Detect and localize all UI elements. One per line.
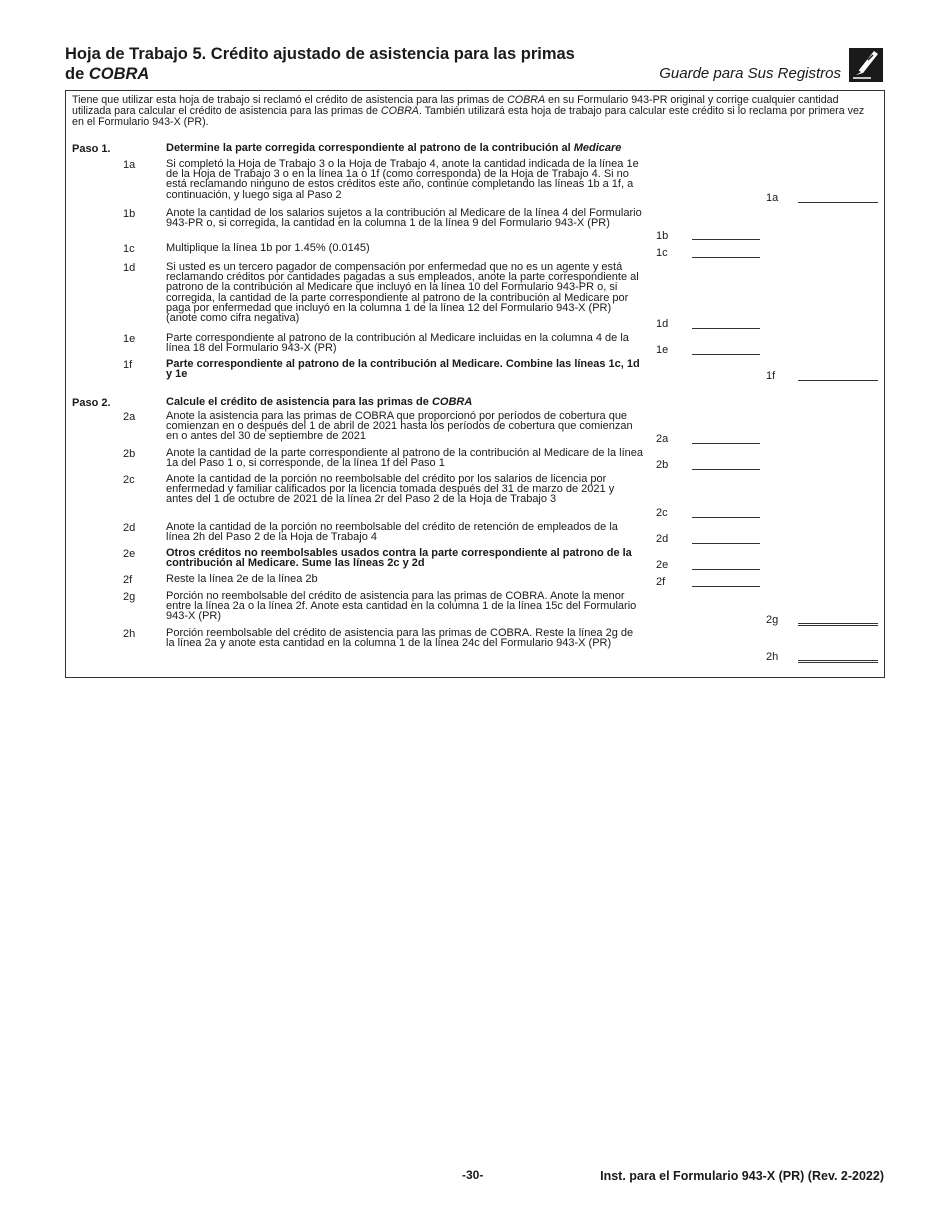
- line-number: 2b: [123, 448, 136, 460]
- line-1f-entry[interactable]: [798, 380, 878, 381]
- line-1e-entry[interactable]: [692, 354, 760, 355]
- line-2e-entry[interactable]: [692, 569, 760, 570]
- line-1c-entry[interactable]: [692, 257, 760, 258]
- line-2f-entry[interactable]: [692, 586, 760, 587]
- line-2c-entry[interactable]: [692, 517, 760, 518]
- line-1f-ref: 1f: [766, 370, 776, 382]
- line-2a-ref: 2a: [656, 433, 669, 445]
- line-1b-text: Anote la cantidad de los salarios sujetos a la contribución al Medicare de la línea 4 del Formulario 943-PR o, si corregida, la cantidad en la columna 1 de la línea 9 del Formulario 943-X (PR): [166, 207, 642, 230]
- line-1d-text: Si usted es un tercero pagador de compensación por enfermedad que no es un agente y está reclamando créditos por cantidades pagadas a sus empleados, anote la parte correspondiente al patrono de la contribución al Medicare que incluyó en la línea 10 del Formulario 943-PR o, si corregida, la cantidad de la parte correspondiente al patrono de la contribución al Medicare por paga por enfermedad que incluyó en la columna 1 de la línea 12 del Formulario 943-X (PR) (anote como cifra negativa): [166, 261, 639, 325]
- line-2e-text: Otros créditos no reembolsables usados contra la parte correspondiente al patrono de la contribución al Medicare. Sume las líneas 2c y 2d: [166, 547, 632, 570]
- worksheet-header: [65, 44, 885, 88]
- line-number: 1c: [123, 243, 135, 255]
- line-number: 1e: [123, 333, 136, 345]
- line-2g-entry[interactable]: [798, 623, 878, 626]
- intro-paragraph: Tiene que utilizar esta hoja de trabajo si reclamó el crédito de asistencia para las primas de COBRA en su Formulario 943-PR original y corrige cualquier cantidad utilizada para calcular el crédito de asistencia para las primas de COBRA. También utilizará esta hoja de trabajo para calcular este crédito si lo reclama por primera vez en el Formulario 943-X (PR).: [72, 94, 865, 128]
- paso1-label: Paso 1.: [72, 143, 111, 155]
- line-1e-ref: 1e: [656, 344, 669, 356]
- line-1d-ref: 1d: [656, 318, 669, 330]
- line-2d-ref: 2d: [656, 533, 669, 545]
- line-number: 2d: [123, 522, 136, 534]
- paso2-heading: Calcule el crédito de asistencia para las primas de COBRA: [166, 396, 473, 408]
- line-number: 2a: [123, 411, 136, 423]
- keep-for-records-label: Guarde para Sus Registros: [659, 65, 841, 82]
- paso2-label: Paso 2.: [72, 397, 111, 409]
- line-1a-ref: 1a: [766, 192, 779, 204]
- line-1a-text: Si completó la Hoja de Trabajo 3 o la Hoja de Trabajo 4, anote la cantidad indicada de la línea 1e de la Hoja de Trabajo 3 o en la línea 1a o 1f (como corresponda) de la Hoja de Trabajo 4. Si no está reclamando ninguno de estos créditos este año, continúe completando las líneas 1b a 1f, a continuación, y luego siga al Paso 2: [166, 158, 639, 201]
- line-number: 2f: [123, 574, 133, 586]
- line-2b-ref: 2b: [656, 459, 669, 471]
- line-2d-text: Anote la cantidad de la porción no reembolsable del crédito de retención de empleados de la línea 2h del Paso 2 de la Hoja de Trabajo 4: [166, 521, 618, 544]
- worksheet-title: Hoja de Trabajo 5. Crédito ajustado de asistencia para las primas de COBRA: [65, 45, 575, 83]
- line-2e-ref: 2e: [656, 559, 669, 571]
- line-2c-ref: 2c: [656, 507, 668, 519]
- line-2h-ref: 2h: [766, 651, 779, 663]
- line-2h-entry[interactable]: [798, 660, 878, 663]
- line-1a-entry[interactable]: [798, 202, 878, 203]
- line-2b-entry[interactable]: [692, 469, 760, 470]
- line-2d-entry[interactable]: [692, 543, 760, 544]
- line-1b-ref: 1b: [656, 230, 669, 242]
- line-number: 2c: [123, 474, 135, 486]
- line-number: 2h: [123, 628, 136, 640]
- line-number: 1b: [123, 208, 136, 220]
- paso1-heading: Determine la parte corregida correspondiente al patrono de la contribución al Medicare: [166, 142, 622, 154]
- line-number: 1f: [123, 359, 133, 371]
- line-2a-entry[interactable]: [692, 443, 760, 444]
- line-number: 1d: [123, 262, 136, 274]
- line-number: 1a: [123, 159, 136, 171]
- line-2g-text: Porción no reembolsable del crédito de asistencia para las primas de COBRA. Anote la menor entre la línea 2a o la línea 2f. Anote esta cantidad en la columna 1 de la línea 15c del Formulario 943-X (PR): [166, 590, 637, 623]
- line-2a-text: Anote la asistencia para las primas de COBRA que proporcionó por períodos de cobertura que comienzan en o después del 1 de abril de 2021 hasta los períodos de cobertura que comienzan en o antes del 30 de septiembre de 2021: [166, 410, 633, 443]
- line-number: 2e: [123, 548, 136, 560]
- line-number: 2g: [123, 591, 136, 603]
- line-1c-text: Multiplique la línea 1b por 1.45% (0.0145): [166, 242, 370, 254]
- line-2c-text: Anote la cantidad de la porción no reembolsable del crédito por los salarios de licencia por enfermedad y familiar calificados por la licencia tomada después del 31 de marzo de 2021 y antes del 1 de octubre de 2021 de la línea 2r del Paso 2 de la Hoja de Trabajo 3: [166, 473, 615, 506]
- line-1f-text: Parte correspondiente al patrono de la contribución al Medicare. Combine las líneas 1c, 1d y 1e: [166, 358, 640, 381]
- line-2f-text: Reste la línea 2e de la línea 2b: [166, 573, 318, 585]
- worksheet-box: [65, 90, 885, 678]
- line-1e-text: Parte correspondiente al patrono de la contribución al Medicare incluidas en la columna 4 de la línea 18 del Formulario 943-X (PR): [166, 332, 629, 355]
- line-1b-entry[interactable]: [692, 239, 760, 240]
- line-2f-ref: 2f: [656, 576, 666, 588]
- line-2g-ref: 2g: [766, 614, 779, 626]
- line-2h-text: Porción reembolsable del crédito de asistencia para las primas de COBRA. Reste la línea 2g de la línea 2a y anote esta cantidad en la columna 1 de la línea 24c del Formulario 943-X (PR): [166, 627, 634, 650]
- line-1d-entry[interactable]: [692, 328, 760, 329]
- page-number: -30-: [462, 1168, 484, 1182]
- form-identifier: Inst. para el Formulario 943-X (PR) (Rev. 2-2022): [600, 1169, 884, 1183]
- line-2b-text: Anote la cantidad de la parte correspondiente al patrono de la contribución al Medicare de la línea 1a del Paso 1 o, si corresponde, de la línea 1f del Paso 1: [166, 447, 643, 470]
- line-1c-ref: 1c: [656, 247, 668, 259]
- pen-on-paper-icon: [849, 48, 883, 82]
